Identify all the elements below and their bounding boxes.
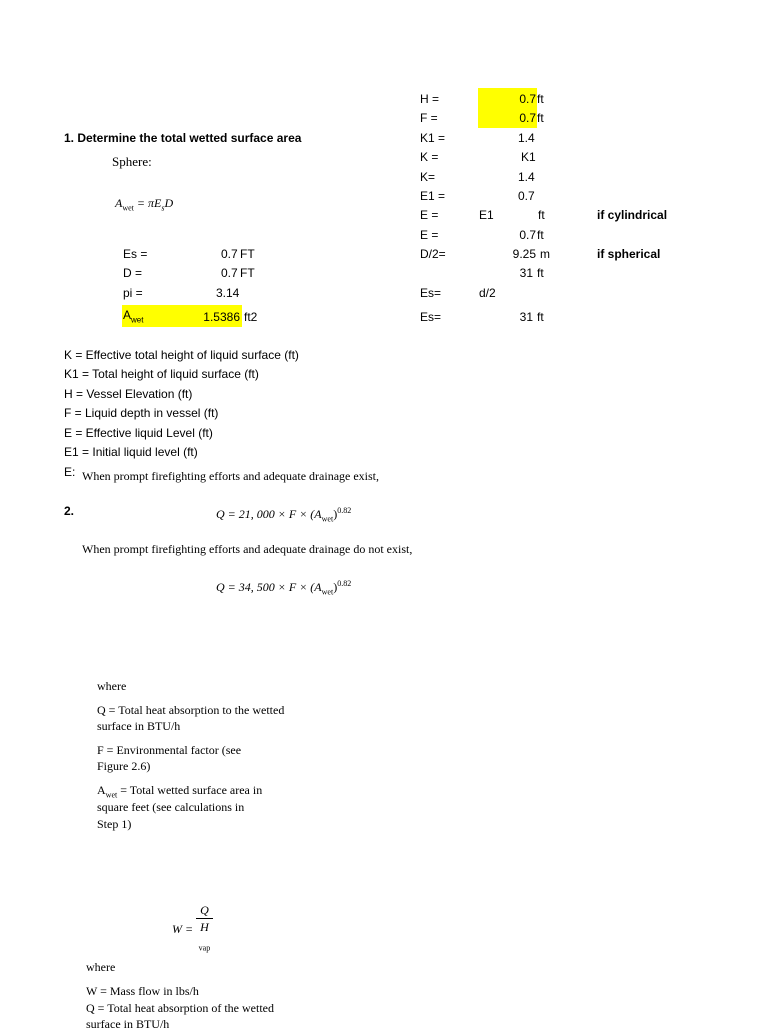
def-e1: E1 = Initial liquid level (ft): [64, 445, 198, 459]
value-pi: 3.14: [216, 286, 240, 300]
label-pi: pi =: [123, 286, 143, 300]
value-es-input: 0.7: [221, 247, 238, 261]
where-a-line2: square feet (see calculations in: [97, 800, 245, 814]
label-es-2: Es=: [420, 310, 442, 324]
def-e-partial: E:: [64, 465, 76, 479]
eq2-text: Q = 34, 500 × F × (A: [216, 580, 322, 594]
label-es-input: Es =: [123, 247, 148, 261]
equation-q-drainage: [216, 503, 351, 527]
formula-lhs-sub: wet: [122, 203, 134, 213]
mass-flow-lhs: W =: [172, 922, 194, 937]
unit-es-input: FT: [240, 247, 255, 261]
eq1-close: ): [333, 507, 338, 521]
formula-rhs: = πE: [136, 196, 162, 210]
unit-e-2: ft: [537, 228, 544, 242]
def-h: H = Vessel Elevation (ft): [64, 387, 193, 401]
mass-flow-denominator-symbol: H: [200, 920, 209, 934]
where-q-line1: Q = Total heat absorption to the wetted: [97, 703, 285, 717]
value-awet: 1.5386: [203, 310, 240, 324]
value-es-2: 31: [519, 310, 533, 324]
value-e1: 0.7: [518, 189, 535, 203]
label-e-2: E =: [420, 228, 439, 242]
value-es: d/2: [479, 286, 496, 300]
awet-formula: [115, 195, 173, 216]
unit-d-half: m: [540, 247, 550, 261]
value-f: 0.7: [519, 111, 536, 125]
label-awet: [123, 307, 143, 328]
value-e-2: 0.7: [519, 228, 536, 242]
mass-flow-numerator: Q: [196, 902, 213, 919]
mass-flow-denominator: [196, 919, 213, 956]
where-a-sub: wet: [105, 790, 118, 800]
label-es: Es=: [420, 286, 442, 300]
def-k: K = Effective total height of liquid surface (ft): [64, 348, 299, 362]
sphere-label: Sphere:: [112, 154, 152, 169]
mass-flow-fraction: [196, 902, 213, 956]
formula-end: D: [164, 196, 174, 210]
eq1-sub: wet: [321, 514, 334, 524]
value-e-ref: E1: [479, 208, 494, 222]
label-e1: E1 =: [420, 189, 446, 203]
eq2-close: ): [333, 580, 338, 594]
eq2-pow: 0.82: [337, 579, 352, 588]
def-k1: K1 = Total height of liquid surface (ft): [64, 367, 259, 381]
unit-h: ft: [537, 92, 544, 106]
label-h: H =: [420, 92, 440, 106]
value-d-half: 9.25: [512, 247, 536, 261]
def-f: F = Liquid depth in vessel (ft): [64, 406, 219, 420]
prompt-no-drainage: When prompt firefighting efforts and adequate drainage do not exist,: [82, 542, 413, 556]
value-d-input: 0.7: [221, 266, 238, 280]
unit-awet: ft2: [244, 310, 258, 324]
unit-d-input: FT: [240, 266, 255, 280]
eq1-pow: 0.82: [337, 506, 352, 515]
where-a-line3: Step 1): [97, 817, 132, 831]
label-e: E =: [420, 208, 439, 222]
label-k: K =: [420, 150, 439, 164]
label-f: F =: [420, 111, 438, 125]
mass-flow-formula: [172, 902, 213, 956]
where-label-1: where: [97, 679, 127, 693]
step2-number: 2.: [64, 504, 75, 518]
value-d-half-ft: 31: [519, 266, 533, 280]
where2-q-line1: Q = Total heat absorption of the wetted: [86, 1001, 274, 1015]
mass-flow-denominator-sub: vap: [198, 943, 211, 953]
unit-e: ft: [538, 208, 545, 222]
note-cylindrical: if cylindrical: [597, 208, 668, 222]
where2-q-line2: surface in BTU/h: [86, 1017, 170, 1031]
unit-es-2: ft: [537, 310, 544, 324]
formula-lhs: A: [115, 196, 123, 210]
unit-d-half-ft: ft: [537, 266, 544, 280]
value-k: K1: [521, 150, 536, 164]
where-label-2: where: [86, 960, 116, 974]
equation-q-no-drainage: [216, 576, 370, 600]
value-k1: 1.4: [518, 131, 535, 145]
formula-rhs-sub: s: [161, 203, 165, 213]
eq1-text: Q = 21, 000 × F × (A: [216, 507, 322, 521]
where-a-text: = Total wetted surface area in: [117, 783, 263, 797]
where-f-line1: F = Environmental factor (see: [97, 743, 242, 757]
prompt-adequate-drainage: When prompt firefighting efforts and adequate drainage exist,: [82, 469, 380, 483]
step1-heading: 1. Determine the total wetted surface area: [64, 131, 302, 145]
def-e: E = Effective liquid Level (ft): [64, 426, 213, 440]
where-q-line2: surface in BTU/h: [97, 719, 181, 733]
awet-symbol: A: [123, 308, 132, 322]
value-h: 0.7: [519, 92, 536, 106]
where-f-line2: Figure 2.6): [97, 759, 151, 773]
label-k1: K1 =: [420, 131, 446, 145]
label-d-input: D =: [123, 266, 143, 280]
unit-f: ft: [537, 111, 544, 125]
note-spherical: if spherical: [597, 247, 661, 261]
value-k-2: 1.4: [518, 170, 535, 184]
eq2-sub: wet: [321, 587, 334, 597]
label-d-half: D/2=: [420, 247, 446, 261]
label-k-2: K=: [420, 170, 436, 184]
where-w-line: W = Mass flow in lbs/h: [86, 984, 199, 998]
awet-subscript: wet: [131, 315, 144, 325]
where-a-symbol: A: [97, 783, 106, 797]
